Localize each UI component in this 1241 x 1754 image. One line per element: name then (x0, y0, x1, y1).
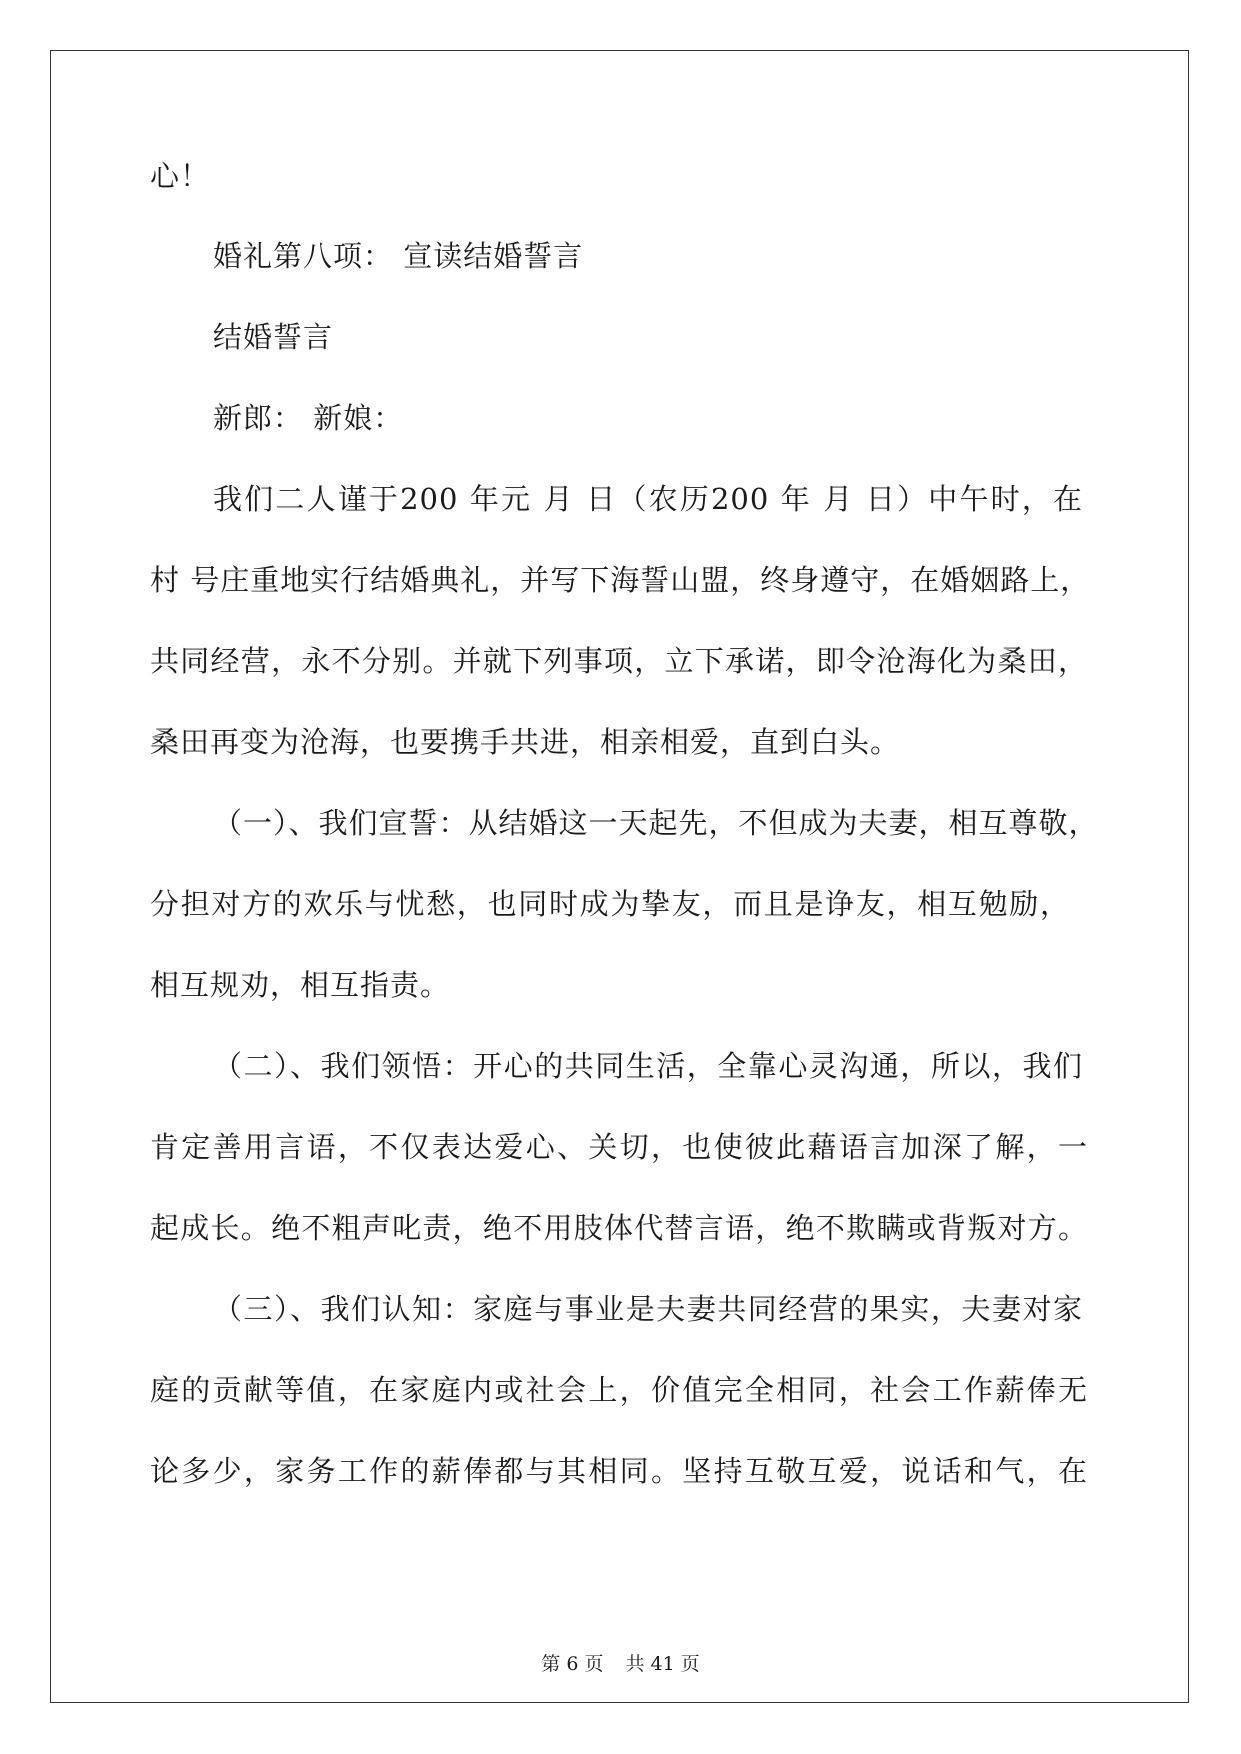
paragraph-line: 庭的贡献等值，在家庭内或社会上，价值完全相同，社会工作薪俸无 (150, 1373, 1088, 1407)
groom-bride-line: 新郎： 新娘： (213, 401, 404, 435)
page-total: 共 41 页 (625, 1653, 700, 1675)
paragraph-line: 分担对方的欢乐与忧愁，也同时成为挚友，而且是诤友，相互勉励， (150, 887, 1070, 921)
paragraph-line: 村 号庄重地实行结婚典礼，并写下海誓山盟，终身遵守，在婚姻路上， (150, 563, 1091, 597)
paragraph-line: 共同经营，永不分别。并就下列事项，立下承诺，即令沧海化为桑田， (150, 644, 1088, 678)
paragraph-line: 我们二人谨于200 年元 月 日（农历200 年 月 日）中午时，在 (213, 482, 1083, 516)
paragraph-line: 桑田再变为沧海，也要携手共进，相亲相爱，直到白头。 (150, 725, 901, 759)
vow-title: 结婚誓言 (213, 320, 334, 354)
page-footer (0, 1652, 1241, 1676)
paragraph-line: （三）、我们认知：家庭与事业是夫妻共同经营的果实，夫妻对家 (213, 1292, 1083, 1326)
paragraph-line: 论多少，家务工作的薪俸都与其相同。坚持互敬互爱，说话和气，在 (150, 1454, 1088, 1488)
paragraph-line: （一）、我们宣誓：从结婚这一天起先，不但成为夫妻，相互尊敬， (213, 806, 1099, 840)
paragraph-line: 相互规劝，相互指责。 (150, 968, 451, 1002)
paragraph-line: 起成长。绝不粗声叱责，绝不用肢体代替言语，绝不欺瞒或背叛对方。 (150, 1211, 1088, 1245)
section-heading: 婚礼第八项： 宣读结婚誓言 (213, 239, 584, 273)
paragraph-line: （二）、我们领悟：开心的共同生活，全靠心灵沟通，所以，我们 (213, 1049, 1083, 1083)
page-number: 第 6 页 (541, 1653, 604, 1675)
text-line-1: 心！ (150, 159, 211, 193)
paragraph-line: 肯定善用言语，不仅表达爱心、关切，也使彼此藉语言加深了解，一 (150, 1130, 1088, 1164)
